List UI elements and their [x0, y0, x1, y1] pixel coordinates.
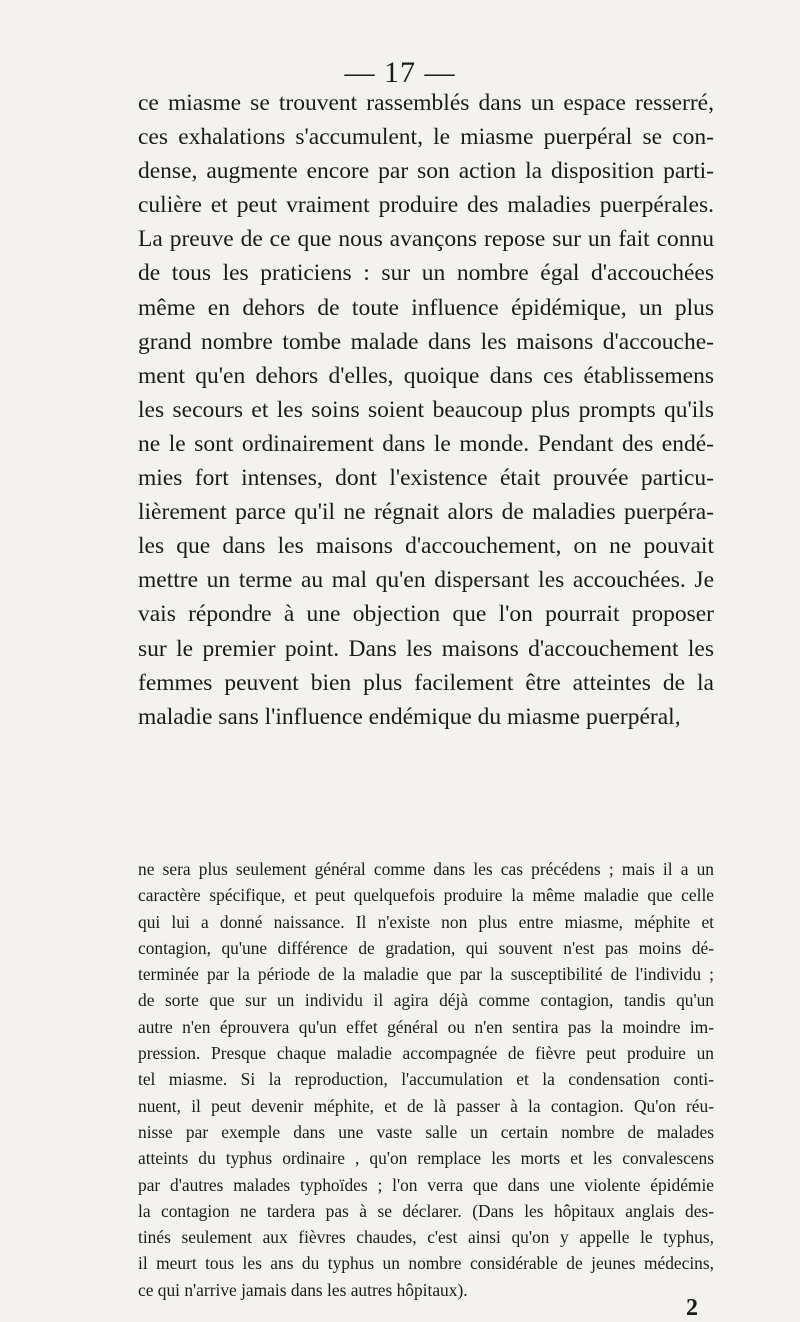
note-line: ne sera plus seulement général comme dans les cas précédens ; mais il a un [138, 859, 714, 879]
body-line: maladie sans l'influence endémique du miasme puerpéral, [138, 703, 681, 730]
body-line: ment qu'en dehors d'elles, quoique dans ces établissemens [138, 362, 714, 389]
note-line: la contagion ne tardera pas à se déclarer. (Dans les hôpitaux anglais des- [138, 1200, 714, 1221]
body-line: vais répondre à une objection que l'on pourrait proposer [138, 601, 714, 628]
note-line: tel miasme. Si la reproduction, l'accumulation et la condensation conti- [138, 1069, 714, 1090]
body-line: les secours et les soins soient beaucoup plus prompts qu'ils [138, 396, 714, 423]
note-line: atteints du typhus ordinaire , qu'on remplace les morts et les convalescens [138, 1148, 714, 1169]
note-line: nuent, il peut devenir méphite, et de là passer à la contagion. Qu'on réu- [138, 1095, 714, 1116]
body-line: mettre un terme au mal qu'en dispersant les accouchées. Je [138, 567, 714, 594]
body-line: La preuve de ce que nous avançons repose sur un fait connu [138, 226, 714, 253]
note-line: il meurt tous les ans du typhus un nombre considérable de jeunes médecins, [138, 1253, 714, 1274]
note-line: ce qui n'arrive jamais dans les autres hôpitaux). [138, 1279, 468, 1300]
body-line: lièrement parce qu'il ne régnait alors de maladies puerpéra- [138, 499, 714, 526]
page-number: — 17 — [344, 56, 456, 89]
body-line: les que dans les maisons d'accouchement, on ne pouvait [138, 533, 714, 560]
body-line: ces exhalations s'accumulent, le miasme puerpéral se con- [138, 124, 714, 151]
note-line: autre n'en éprouvera qu'un effet général ou n'en sentira pas la moindre im- [138, 1016, 714, 1037]
note-line: par d'autres malades typhoïdes ; l'on verra que dans une violente épidémie [138, 1174, 714, 1195]
note-line: terminée par la période de la maladie que par la susceptibilité de l'individu ; [138, 964, 714, 985]
note-line: caractère spécifique, et peut quelquefois produire la même maladie que celle [138, 885, 714, 906]
signature-mark: 2 [686, 1295, 698, 1321]
note-line: nisse par exemple dans une vaste salle un certain nombre de malades [138, 1121, 714, 1142]
body-line: mies fort intenses, dont l'existence était prouvée particu- [138, 465, 714, 492]
body-line: grand nombre tombe malade dans les maisons d'accouche- [138, 328, 714, 355]
body-line: de tous les praticiens : sur un nombre égal d'accouchées [138, 260, 714, 287]
body-line: même en dehors de toute influence épidémique, un plus [138, 294, 714, 321]
body-line: dense, augmente encore par son action la disposition parti- [138, 158, 714, 185]
body-line: ne le sont ordinairement dans le monde. Pendant des endé- [138, 430, 714, 457]
body-line: femmes peuvent bien plus facilement être atteintes de la [138, 669, 714, 696]
note-line: de sorte que sur un individu il agira déjà comme contagion, tandis qu'un [138, 990, 714, 1011]
note-line: qui lui a donné naissance. Il n'existe non plus entre miasme, méphite et [138, 911, 714, 932]
body-line: culière et peut vraiment produire des maladies puerpérales. [138, 192, 714, 219]
note-line: pression. Presque chaque maladie accompagnée de fièvre peut produire un [138, 1043, 714, 1064]
body-line: ce miasme se trouvent rassemblés dans un espace resserré, [138, 90, 714, 116]
note-line: contagion, qu'une différence de gradation, qui souvent n'est pas moins dé- [138, 937, 714, 958]
footnote-text [138, 856, 714, 1303]
body-line: sur le premier point. Dans les maisons d'accouchement les [138, 635, 714, 662]
note-line: tinés seulement aux fièvres chaudes, c'est ainsi qu'on y appelle le typhus, [138, 1227, 714, 1248]
main-text [138, 86, 714, 734]
